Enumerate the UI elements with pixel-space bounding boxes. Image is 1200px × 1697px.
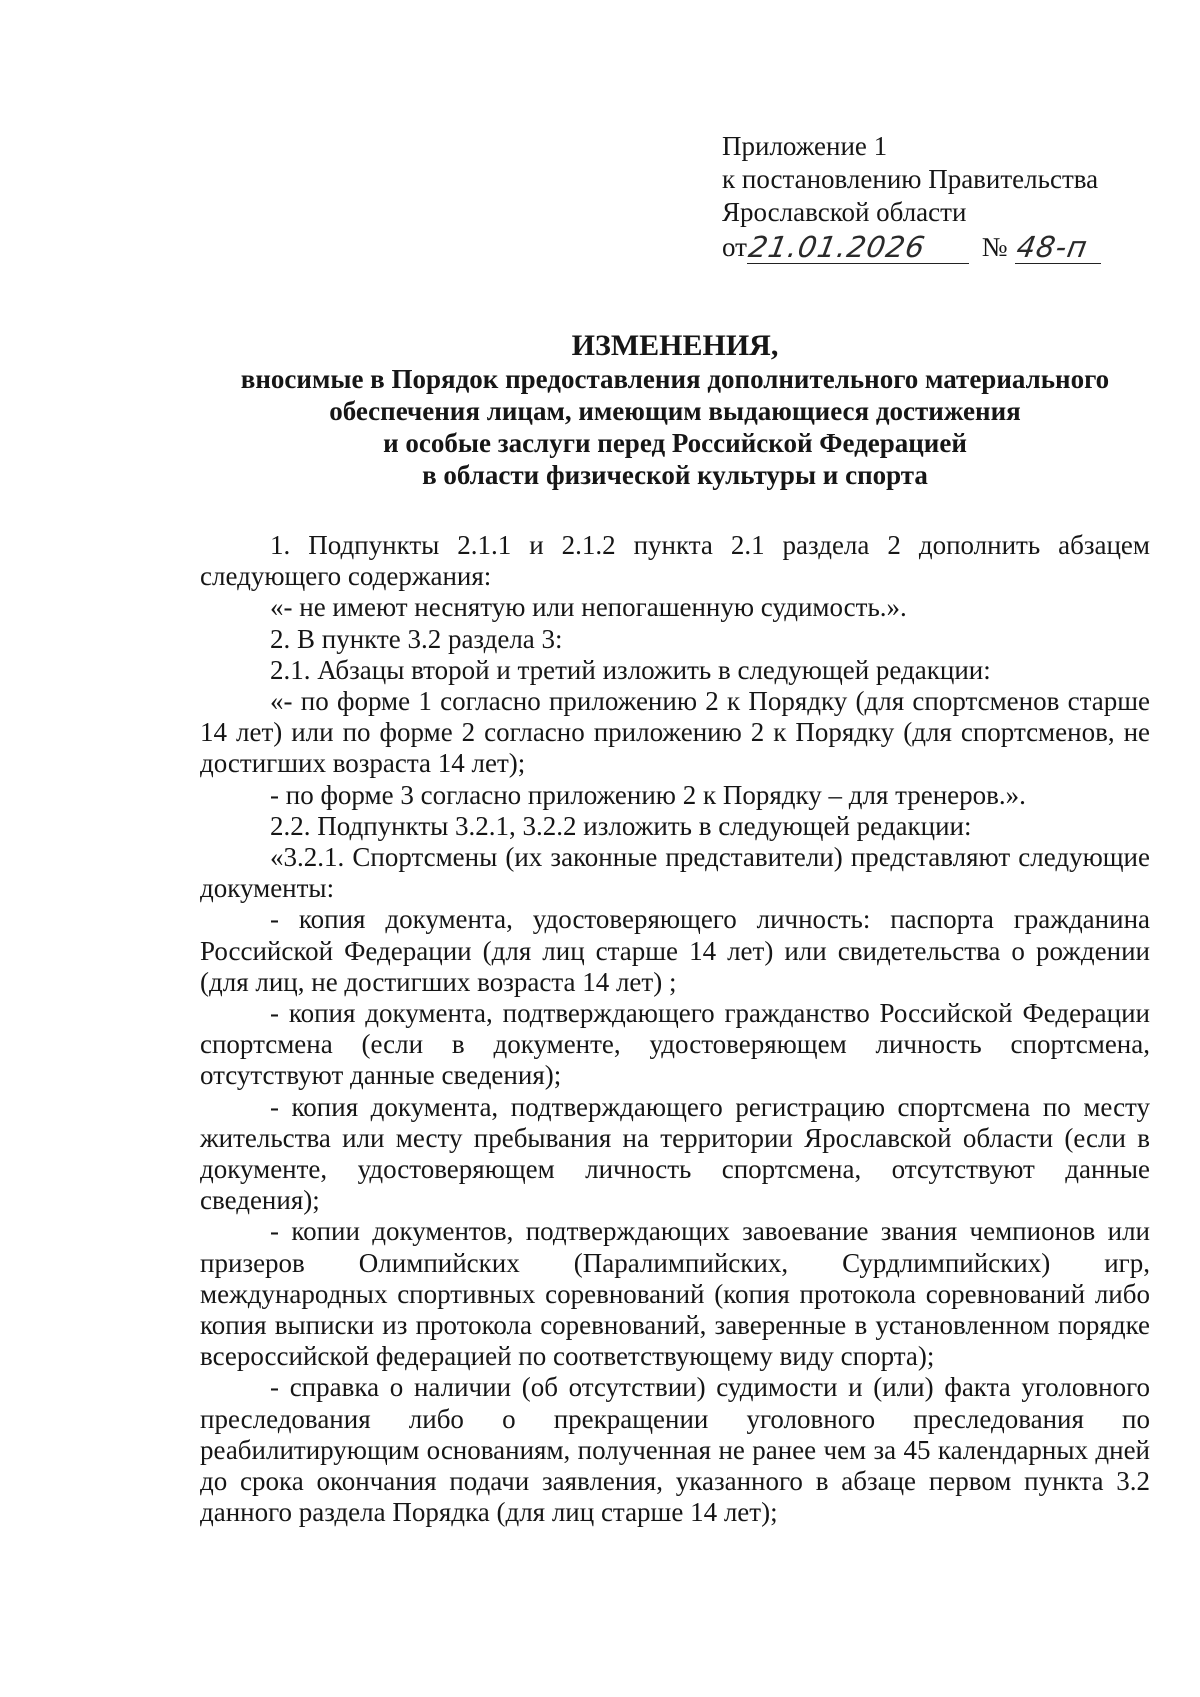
paragraph: - копия документа, подтверждающего гражданство Российской Федерации спортсмена (если в документе, удостоверяющем личность спортсмена, отсутствуют данные сведения); <box>200 998 1150 1091</box>
paragraph: 2.1. Абзацы второй и третий изложить в следующей редакции: <box>270 654 991 685</box>
handwritten-date: 21.01.2026 <box>746 230 929 264</box>
paragraph: - копия документа, удостоверяющего личность: паспорта гражданина Российской Федерации (для лиц старше 14 лет) или свидетельства о рождении (для лиц, не достигших возраста 14 лет) ; <box>200 904 1150 997</box>
paragraph: 1. Подпункты 2.1.1 и 2.1.2 пункта 2.1 раздела 2 дополнить абзацем следующего содержания: <box>200 530 1150 592</box>
paragraph: 2.2. Подпункты 3.2.1, 3.2.2 изложить в следующей редакции: <box>270 810 972 841</box>
paragraph: - копии документов, подтверждающих завоевание звания чемпионов или призеров Олимпийских (Паралимпийских, Сурдлимпийских) игр, международных спортивных соревнований (копия протокола соревнований либо копия выписки из протокола соревнований, заверенные в установленном порядке всероссийской федерацией по соответствующему виду спорта); <box>200 1216 1150 1372</box>
title-main: ИЗМЕНЕНИЯ, <box>571 329 779 362</box>
date-number-line <box>722 231 1162 264</box>
approval-header <box>722 130 1162 264</box>
paragraph: - копия документа, подтверждающего регистрацию спортсмена по месту жительства или месту пребывания на территории Ярославской области (если в документе, удостоверяющем личность спортсмена, отсутствуют данные сведения); <box>200 1091 1150 1216</box>
title-line: вносимые в Порядок предоставления дополнительного материального <box>240 364 1110 394</box>
number-prefix: № <box>981 232 1008 262</box>
appendix-label: Приложение 1 <box>722 131 888 161</box>
paragraph: «- по форме 1 согласно приложению 2 к Порядку (для спортсменов старше 14 лет) или по форме 2 согласно приложению 2 к Порядку (для спортсменов, не достигших возраста 14 лет); <box>200 686 1150 779</box>
paragraph: «3.2.1. Спортсмены (их законные представители) представляют следующие документы: <box>200 842 1150 904</box>
title-line: обеспечения лицам, имеющим выдающиеся достижения <box>329 396 1021 426</box>
title-line: и особые заслуги перед Российской Федерацией <box>383 428 967 458</box>
handwritten-number: 48-п <box>1014 230 1091 264</box>
paragraph: 2. В пункте 3.2 раздела 3: <box>270 623 563 654</box>
date-field <box>747 231 969 264</box>
document-title <box>200 330 1150 491</box>
document-body <box>200 530 1150 1529</box>
resolution-label: к постановлению Правительства <box>722 164 1099 194</box>
date-prefix: от <box>722 232 747 262</box>
title-line: в области физической культуры и спорта <box>422 460 928 490</box>
paragraph: - справка о наличии (об отсутствии) судимости и (или) факта уголовного преследования либо о прекращении уголовного преследования по реабилитирующим основаниям, полученная не ранее чем за 45 календарных дней до срока окончания подачи заявления, указанного в абзаце первом пункта 3.2 данного раздела Порядка (для лиц старше 14 лет); <box>200 1372 1150 1528</box>
number-field <box>1015 231 1101 264</box>
paragraph: «- не имеют неснятую или непогашенную судимость.». <box>270 592 907 623</box>
paragraph: - по форме 3 согласно приложению 2 к Порядку – для тренеров.». <box>270 779 1026 810</box>
region-label: Ярославской области <box>722 197 967 227</box>
